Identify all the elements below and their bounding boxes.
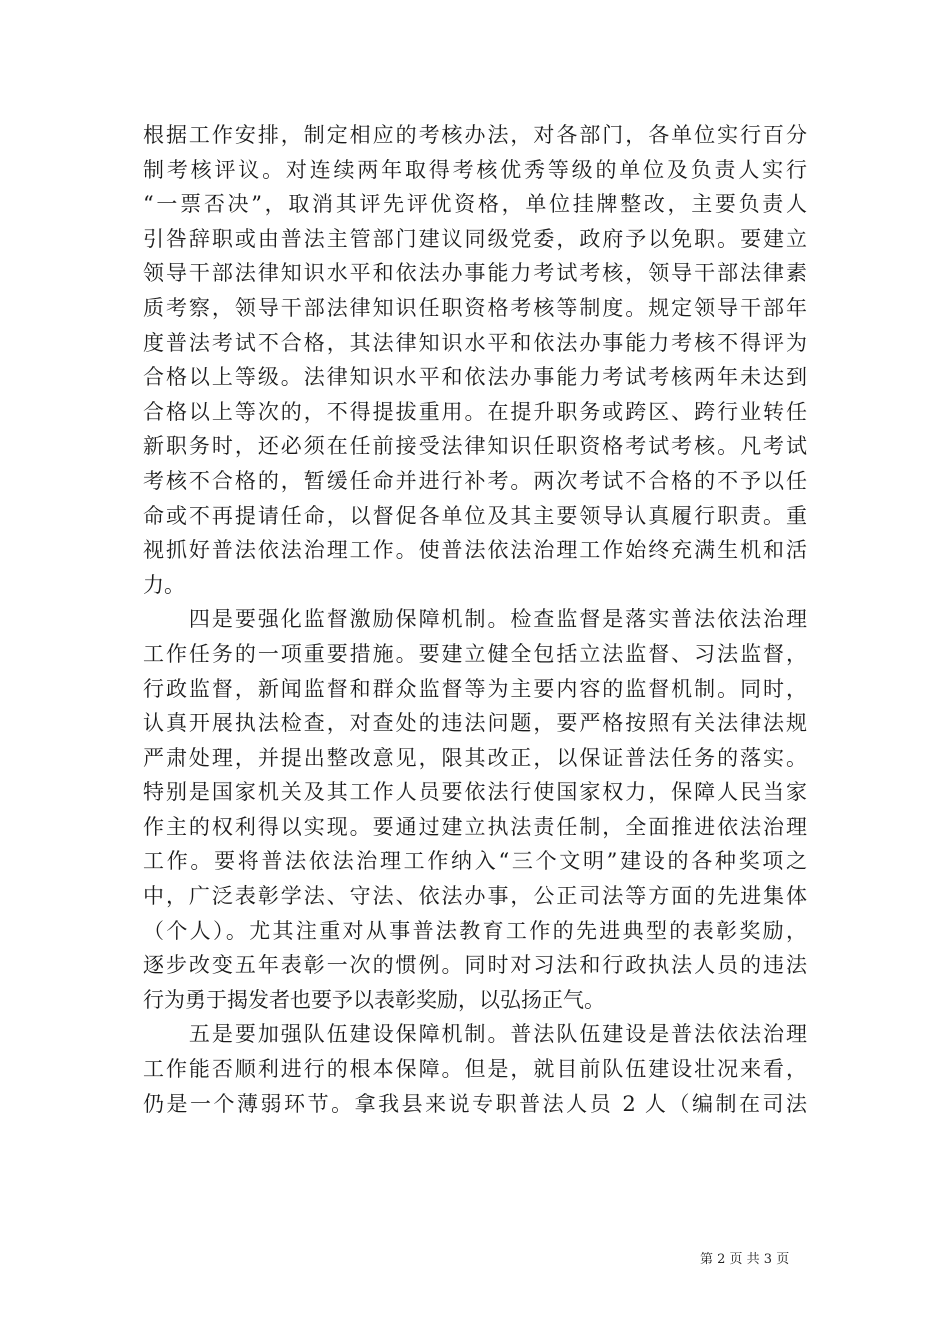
text-line: 严肃处理，并提出整改意见，限其改正，以保证普法任务的落实。	[143, 745, 807, 770]
text-line: 特别是国家机关及其工作人员要依法行使国家权力，保障人民当家	[143, 780, 807, 805]
text-line: 行为勇于揭发者也要予以表彰奖励，以弘扬正气。	[143, 987, 605, 1012]
text-line: 中，广泛表彰学法、守法、依法办事，公正司法等方面的先进集体	[143, 884, 807, 909]
text-line: 视抓好普法依法治理工作。使普法依法治理工作始终充满生机和活	[143, 538, 807, 563]
text-line: 力。	[143, 572, 185, 597]
text-line: 考核不合格的，暂缓任命并进行补考。两次考试不合格的不予以任	[143, 468, 807, 493]
text-line: 工作能否顺利进行的根本保障。但是，就目前队伍建设壮况来看，	[143, 1057, 807, 1082]
text-line: 仍是一个薄弱环节。拿我县来说专职普法人员 2 人（编制在司法	[143, 1091, 807, 1116]
text-line: 根据工作安排，制定相应的考核办法，对各部门，各单位实行百分	[143, 123, 807, 147]
text-line: 行政监督，新闻监督和群众监督等为主要内容的监督机制。同时，	[143, 676, 807, 701]
text-line: 命或不再提请任命，以督促各单位及其主要领导认真履行职责。重	[143, 503, 807, 528]
text-line: 度普法考试不合格，其法律知识水平和依法办事能力考核不得评为	[143, 330, 807, 355]
text-line: 合格以上等次的，不得提拔重用。在提升职务或跨区、跨行业转任	[143, 399, 807, 424]
text-line: 合格以上等级。法律知识水平和依法办事能力考试考核两年未达到	[143, 365, 807, 390]
text-line: 工作任务的一项重要措施。要建立健全包括立法监督、习法监督，	[143, 641, 807, 666]
text-line: （个人）。尤其注重对从事普法教育工作的先进典型的表彰奖励，	[143, 918, 807, 943]
text-line: 领导干部法律知识水平和依法办事能力考试考核，领导干部法律素	[143, 261, 807, 286]
text-line: 引咎辞职或由普法主管部门建议同级党委，政府予以免职。要建立	[143, 226, 807, 251]
page-footer: 第 2 页 共 3 页	[700, 1252, 790, 1267]
text-line: 四是要强化监督激励保障机制。检查监督是落实普法依法治理	[143, 607, 807, 632]
text-line: 制考核评议。对连续两年取得考核优秀等级的单位及负责人实行	[143, 157, 807, 182]
body-text	[143, 118, 807, 1121]
text-line: 新职务时，还必须在任前接受法律知识任职资格考试考核。凡考试	[143, 434, 807, 459]
text-line: 逐步改变五年表彰一次的惯例。同时对习法和行政执法人员的违法	[143, 953, 807, 978]
text-line: “一票否决”，取消其评先评优资格，单位挂牌整改，主要负责人	[143, 192, 807, 217]
text-line: 工作。要将普法依法治理工作纳入“三个文明”建设的各种奖项之	[143, 849, 807, 874]
text-line: 五是要加强队伍建设保障机制。普法队伍建设是普法依法治理	[143, 1022, 807, 1047]
text-line: 质考察，领导干部法律知识任职资格考核等制度。规定领导干部年	[143, 295, 807, 320]
text-line: 作主的权利得以实现。要通过建立执法责任制，全面推进依法治理	[143, 814, 807, 839]
text-line: 认真开展执法检查，对查处的违法问题，要严格按照有关法律法规	[143, 711, 807, 736]
